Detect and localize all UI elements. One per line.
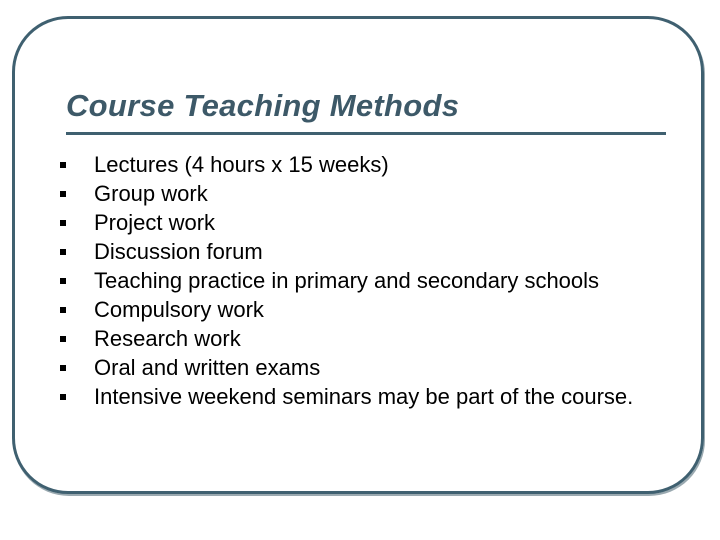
bullet-square-icon — [60, 249, 66, 255]
bullet-square-icon — [60, 307, 66, 313]
list-item-text: Teaching practice in primary and secondary schools — [94, 268, 600, 293]
list-item — [60, 208, 660, 237]
list-item-text: Intensive weekend seminars may be part of the course. — [94, 384, 634, 409]
list-item-text: Discussion forum — [94, 239, 263, 264]
list-item — [60, 353, 660, 382]
list-item-text: Lectures (4 hours x 15 weeks) — [94, 152, 389, 177]
slide-title: Course Teaching Methods — [66, 88, 460, 123]
list-item — [60, 179, 660, 208]
list-item — [60, 324, 660, 353]
list-item — [60, 237, 660, 266]
list-item — [60, 266, 660, 295]
bullet-square-icon — [60, 162, 66, 168]
list-item-text: Group work — [94, 181, 208, 206]
bullet-square-icon — [60, 365, 66, 371]
bullet-square-icon — [60, 220, 66, 226]
bullet-square-icon — [60, 336, 66, 342]
list-item — [60, 295, 660, 324]
list-item — [60, 382, 660, 411]
list-item-text: Research work — [94, 326, 241, 351]
bullet-square-icon — [60, 191, 66, 197]
bullet-square-icon — [60, 278, 66, 284]
list-item-text: Project work — [94, 210, 216, 235]
list-item — [60, 150, 660, 179]
list-item-text: Compulsory work — [94, 297, 264, 322]
bullet-square-icon — [60, 394, 66, 400]
title-underline — [66, 132, 666, 135]
list-item-text: Oral and written exams — [94, 355, 321, 380]
bullet-list — [60, 150, 660, 411]
